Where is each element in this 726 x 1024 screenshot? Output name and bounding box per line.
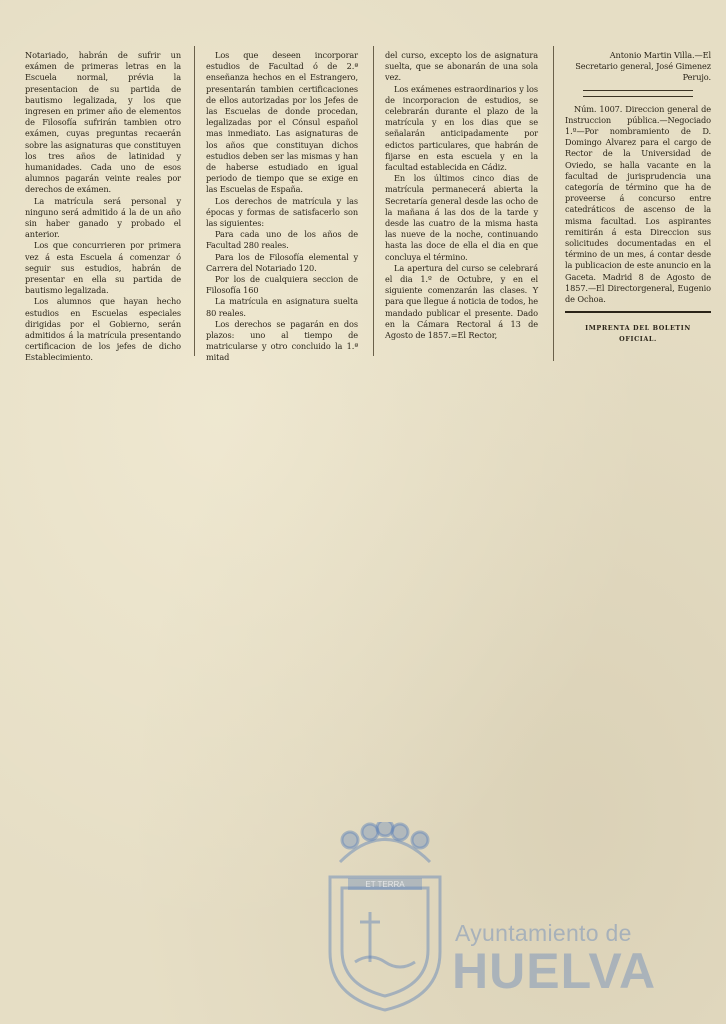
paragraph: Para los de Filosofía elemental y Carrera del Notariado 120. [206, 251, 358, 273]
paragraph: Por los de cualquiera seccion de Filosofía 160 [206, 274, 358, 296]
paragraph: La matrícula será personal y ninguno será admitido á la de un año sin haber ganado y probado el anterior. [25, 195, 181, 240]
paragraph: Los derechos de matrícula y las épocas y formas de satisfacerlo son las siguientes: [206, 195, 358, 229]
imprint-label: IMPRENTA DEL BOLETIN OFICIAL. [585, 324, 691, 344]
text-column-2 [206, 50, 358, 364]
announcement-paragraph: Núm. 1007. Direccion general de Instruccion pública.—Negociado 1.º—Por nombramiento de D. Domingo Alvarez para el cargo de Rector de la Universidad de Oviedo, se halla vacante en la facultad de jurisprudencia una categoría de término que ha de proveerse á concurso entre catedráticos de ascenso de la misma facultad. Los aspirantes remitirán á esta Direccion sus solicitudes documentadas en el término de un mes, á contar desde la publicacion de este anuncio en la Gaceta. Madrid 8 de Agosto de 1857.—El Directorgeneral, Eugenio de Ochoa. [565, 103, 711, 305]
paragraph: del curso, excepto los de asignatura suelta, que se abonarán de una sola vez. [385, 50, 538, 83]
paragraph: Los exámenes estraordinarios y los de incorporacion de estudios, se celebrarán durante el plazo de la matrícula y en los dias que se señalarán anticipadamente por edictos particulares, que habrán de fijarse en esta escuela y en la facultad establecida en Cádiz. [385, 83, 538, 173]
paragraph: Los que deseen incorporar estudios de Facultad ó de 2.ª enseñanza hechos en el Estrangero, presentarán tambien certificaciones de ellos autorizadas por los Jefes de las Escuelas de donde procedan, legalizadas por el Cónsul español mas inmediato. Las asignaturas de los años que constituyan dichos estudios deben ser las mismas y han de haberse estudiado en igual periodo de tiempo que se exige en las Escuelas de España. [206, 50, 358, 195]
imprint-rule [565, 311, 711, 315]
paragraph: Para cada uno de los años de Facultad 280 reales. [206, 229, 358, 251]
paragraph: Los derechos se pagarán en dos plazos: uno al tiempo de matricularse y otro concluido la 1.ª mitad [206, 318, 358, 363]
paragraph: Notariado, habrán de sufrir un exámen de primeras letras en la Escuela normal, prévia la presentacion de su partida de bautismo legalizada, y los que ingresen en primer año de elementos de Filosofía sufrirán tambien otro exámen, cuyas preguntas recaerán sobre las asignaturas que constituyen los tres años de latinidad y humanidades. Cada uno de esos alumnos pagarán veinte reales por derechos de exámen. [25, 50, 181, 195]
paragraph: La matrícula en asignatura suelta 80 reales. [206, 296, 358, 318]
text-column-4 [565, 50, 711, 346]
column-divider [194, 46, 195, 356]
section-divider [583, 90, 693, 97]
paragraph: En los últimos cinco dias de matrícula permanecerá abierta la Secretaría general desde las ocho de la mañana á las dos de la tarde y desde las cuatro de la misma hasta las nueve de la noche, continuando hasta las doce de ella el dia en que concluya el término. [385, 173, 538, 262]
column-divider [553, 46, 554, 361]
watermark-line-2: HUELVA [452, 943, 657, 999]
crest-icon [310, 822, 460, 1012]
watermark-line-1: Ayuntamiento de [455, 920, 632, 946]
paragraph: Los que concurrieren por primera vez á esta Escuela á comenzar ó seguir sus estudios, habrán de presentar en ella su partida de bautismo legalizada. [25, 240, 181, 296]
column-divider [373, 46, 374, 356]
text-column-1 [25, 50, 181, 364]
text-column-3 [385, 50, 538, 341]
crest-band-text: ET TERRA [365, 880, 405, 889]
paragraph: Los alumnos que hayan hecho estudios en Escuelas especiales dirigidas por el Gobierno, serán admitidos á la matrícula presentando certificacion de los jefes de dicho Establecimiento. [25, 296, 181, 363]
paragraph: La apertura del curso se celebrará el dia 1.º de Octubre, y en el siguiente comenzarán las clases. Y para que llegue á noticia de todos, he mandado publicar el presente. Dado en la Cámara Rectoral á 13 de Agosto de 1857.=El Rector, [385, 262, 538, 341]
signature-line: Antonio Martin Villa.—El Secretario general, José Gimenez Perujo. [575, 50, 711, 83]
